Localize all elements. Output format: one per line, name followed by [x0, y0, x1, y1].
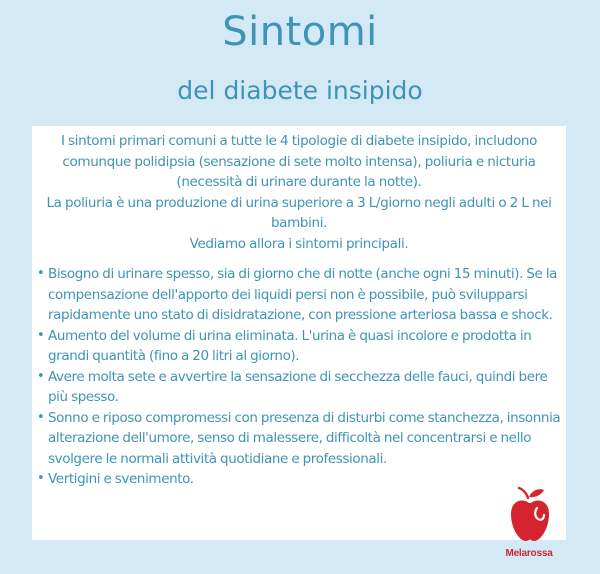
list-item	[34, 326, 562, 367]
bullet-icon: •	[37, 368, 45, 384]
brand-name: Melarossa	[505, 548, 553, 559]
list-item-text: Aumento del volume di urina eliminata. L'urina è quasi incolore e prodotta in grandi quantità (fino a 20 litri al giorno).	[48, 327, 532, 364]
list-item-text: Sonno e riposo compromessi con presenza di disturbi come stanchezza, insonnia alterazione dell'umore, senso di malessere, difficoltà nel concentrarsi e nello svolgere le normali attività quotidiane e professionali.	[48, 409, 561, 467]
list-item-text: Avere molta sete e avvertire la sensazione di secchezza delle fauci, quindi bere più spesso.	[48, 368, 548, 405]
bullet-icon: •	[37, 266, 45, 281]
list-item-text: Bisogno di urinare spesso, sia di giorno che di notte (anche ogni 15 minuti). Se la compensazione dell'apporto dei liquidi persi non è possibile, può svilupparsi rapidamente uno stato di disidratazione, con pressione arteriosa bassa e shock.	[48, 266, 558, 323]
content-card	[32, 126, 566, 540]
intro-paragraph: I sintomi primari comuni a tutte le 4 tipologie di diabete insipido, includono comunque polidipsia (sensazione di sete molto intensa), poliuria e nicturia (necessità di urinare durante la notte).	[60, 133, 538, 190]
list-item	[34, 264, 562, 326]
brand-logo	[496, 486, 576, 566]
bullet-icon: •	[37, 327, 45, 343]
page-subtitle: del diabete insipido	[177, 76, 423, 105]
list-item-text: Vertigini e svenimento.	[48, 471, 194, 487]
bullet-icon: •	[37, 409, 45, 425]
list-item	[34, 367, 562, 408]
intro-text	[32, 126, 566, 254]
list-item	[34, 469, 562, 490]
symptoms-list	[32, 264, 566, 490]
page-title: Sintomi	[222, 9, 378, 55]
intro-paragraph: La poliuria è una produzione di urina superiore a 3 L/giorno negli adulti o 2 L nei bambini.	[46, 194, 552, 231]
intro-paragraph: Vediamo allora i sintomi principali.	[189, 235, 409, 252]
bullet-icon: •	[37, 471, 45, 486]
apple-logo-icon	[508, 486, 552, 544]
list-item	[34, 408, 562, 470]
